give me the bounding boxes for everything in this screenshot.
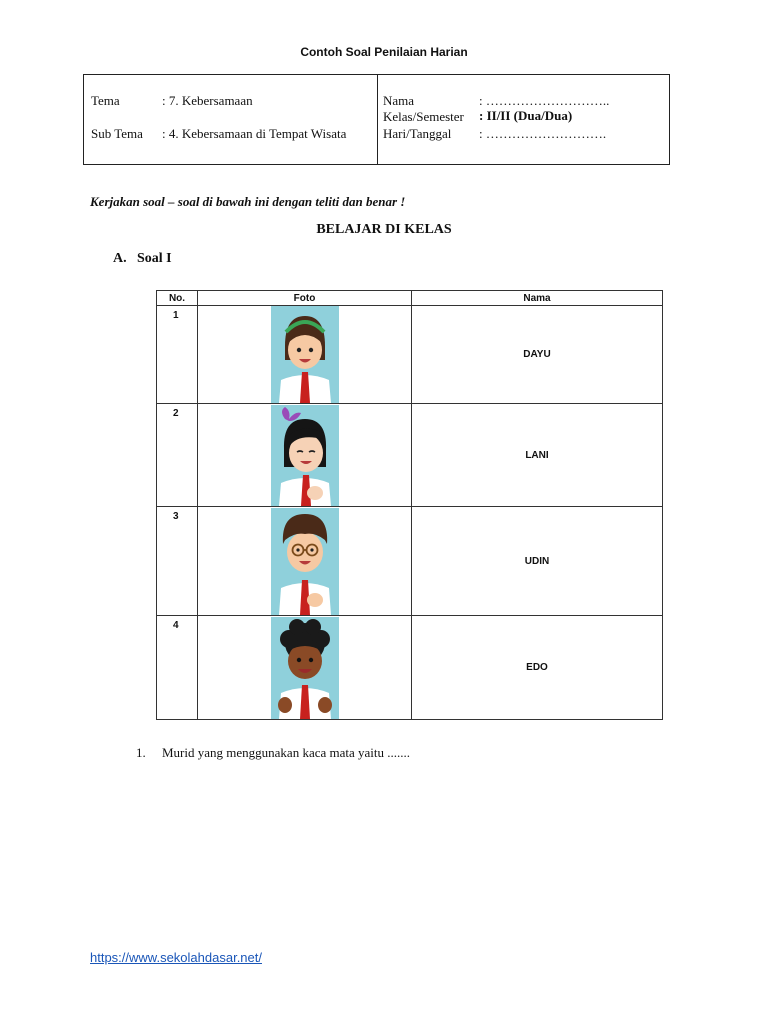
question-text: Murid yang menggunakan kaca mata yaitu ....... — [162, 745, 411, 760]
table-header-row — [157, 291, 663, 306]
header-no: No. — [157, 291, 198, 306]
photo-cell — [198, 507, 412, 616]
table-row — [157, 616, 663, 720]
student-name: EDO — [412, 616, 663, 720]
row-number: 2 — [157, 404, 198, 507]
table-row — [157, 404, 663, 507]
kelas-label: Kelas/Semester — [383, 109, 464, 124]
student-name: UDIN — [412, 507, 663, 616]
student-table — [156, 290, 663, 720]
tema-value: : 7. Kebersamaan — [162, 93, 253, 108]
student-photo-dayu — [271, 306, 339, 403]
header-nama: Nama — [412, 291, 663, 306]
student-photo-udin — [271, 508, 339, 615]
subtema-label: Sub Tema — [91, 126, 143, 141]
question-number: 1. — [136, 745, 146, 760]
section-heading: BELAJAR DI KELAS — [316, 222, 452, 237]
hari-value: : ………………………. — [479, 126, 607, 141]
student-photo-edo — [271, 617, 339, 719]
photo-cell — [198, 404, 412, 507]
kelas-value: : II/II (Dua/Dua) — [479, 108, 573, 123]
student-photo-lani — [271, 405, 339, 506]
header-foto: Foto — [198, 291, 412, 306]
nama-value: : ……………………….. — [479, 93, 610, 108]
photo-cell — [198, 306, 412, 404]
row-number: 4 — [157, 616, 198, 720]
row-number: 3 — [157, 507, 198, 616]
info-divider — [377, 75, 378, 164]
soal-heading — [113, 251, 172, 267]
table-row — [157, 507, 663, 616]
soal-letter: A. — [113, 251, 127, 266]
tema-label: Tema — [91, 93, 120, 108]
question-1 — [136, 745, 410, 761]
info-box — [83, 74, 670, 165]
student-name: LANI — [412, 404, 663, 507]
footer-link[interactable]: https://www.sekolahdasar.net/ — [90, 950, 262, 965]
photo-cell — [198, 616, 412, 720]
row-number: 1 — [157, 306, 198, 404]
subtema-value: : 4. Kebersamaan di Tempat Wisata — [162, 126, 347, 141]
nama-label: Nama — [383, 93, 415, 108]
instruction-text: Kerjakan soal – soal di bawah ini dengan teliti dan benar ! — [90, 194, 406, 209]
document-title: Contoh Soal Penilaian Harian — [300, 45, 468, 59]
hari-label: Hari/Tanggal — [383, 126, 452, 141]
soal-title: Soal I — [137, 251, 172, 266]
student-name: DAYU — [412, 306, 663, 404]
table-row — [157, 306, 663, 404]
